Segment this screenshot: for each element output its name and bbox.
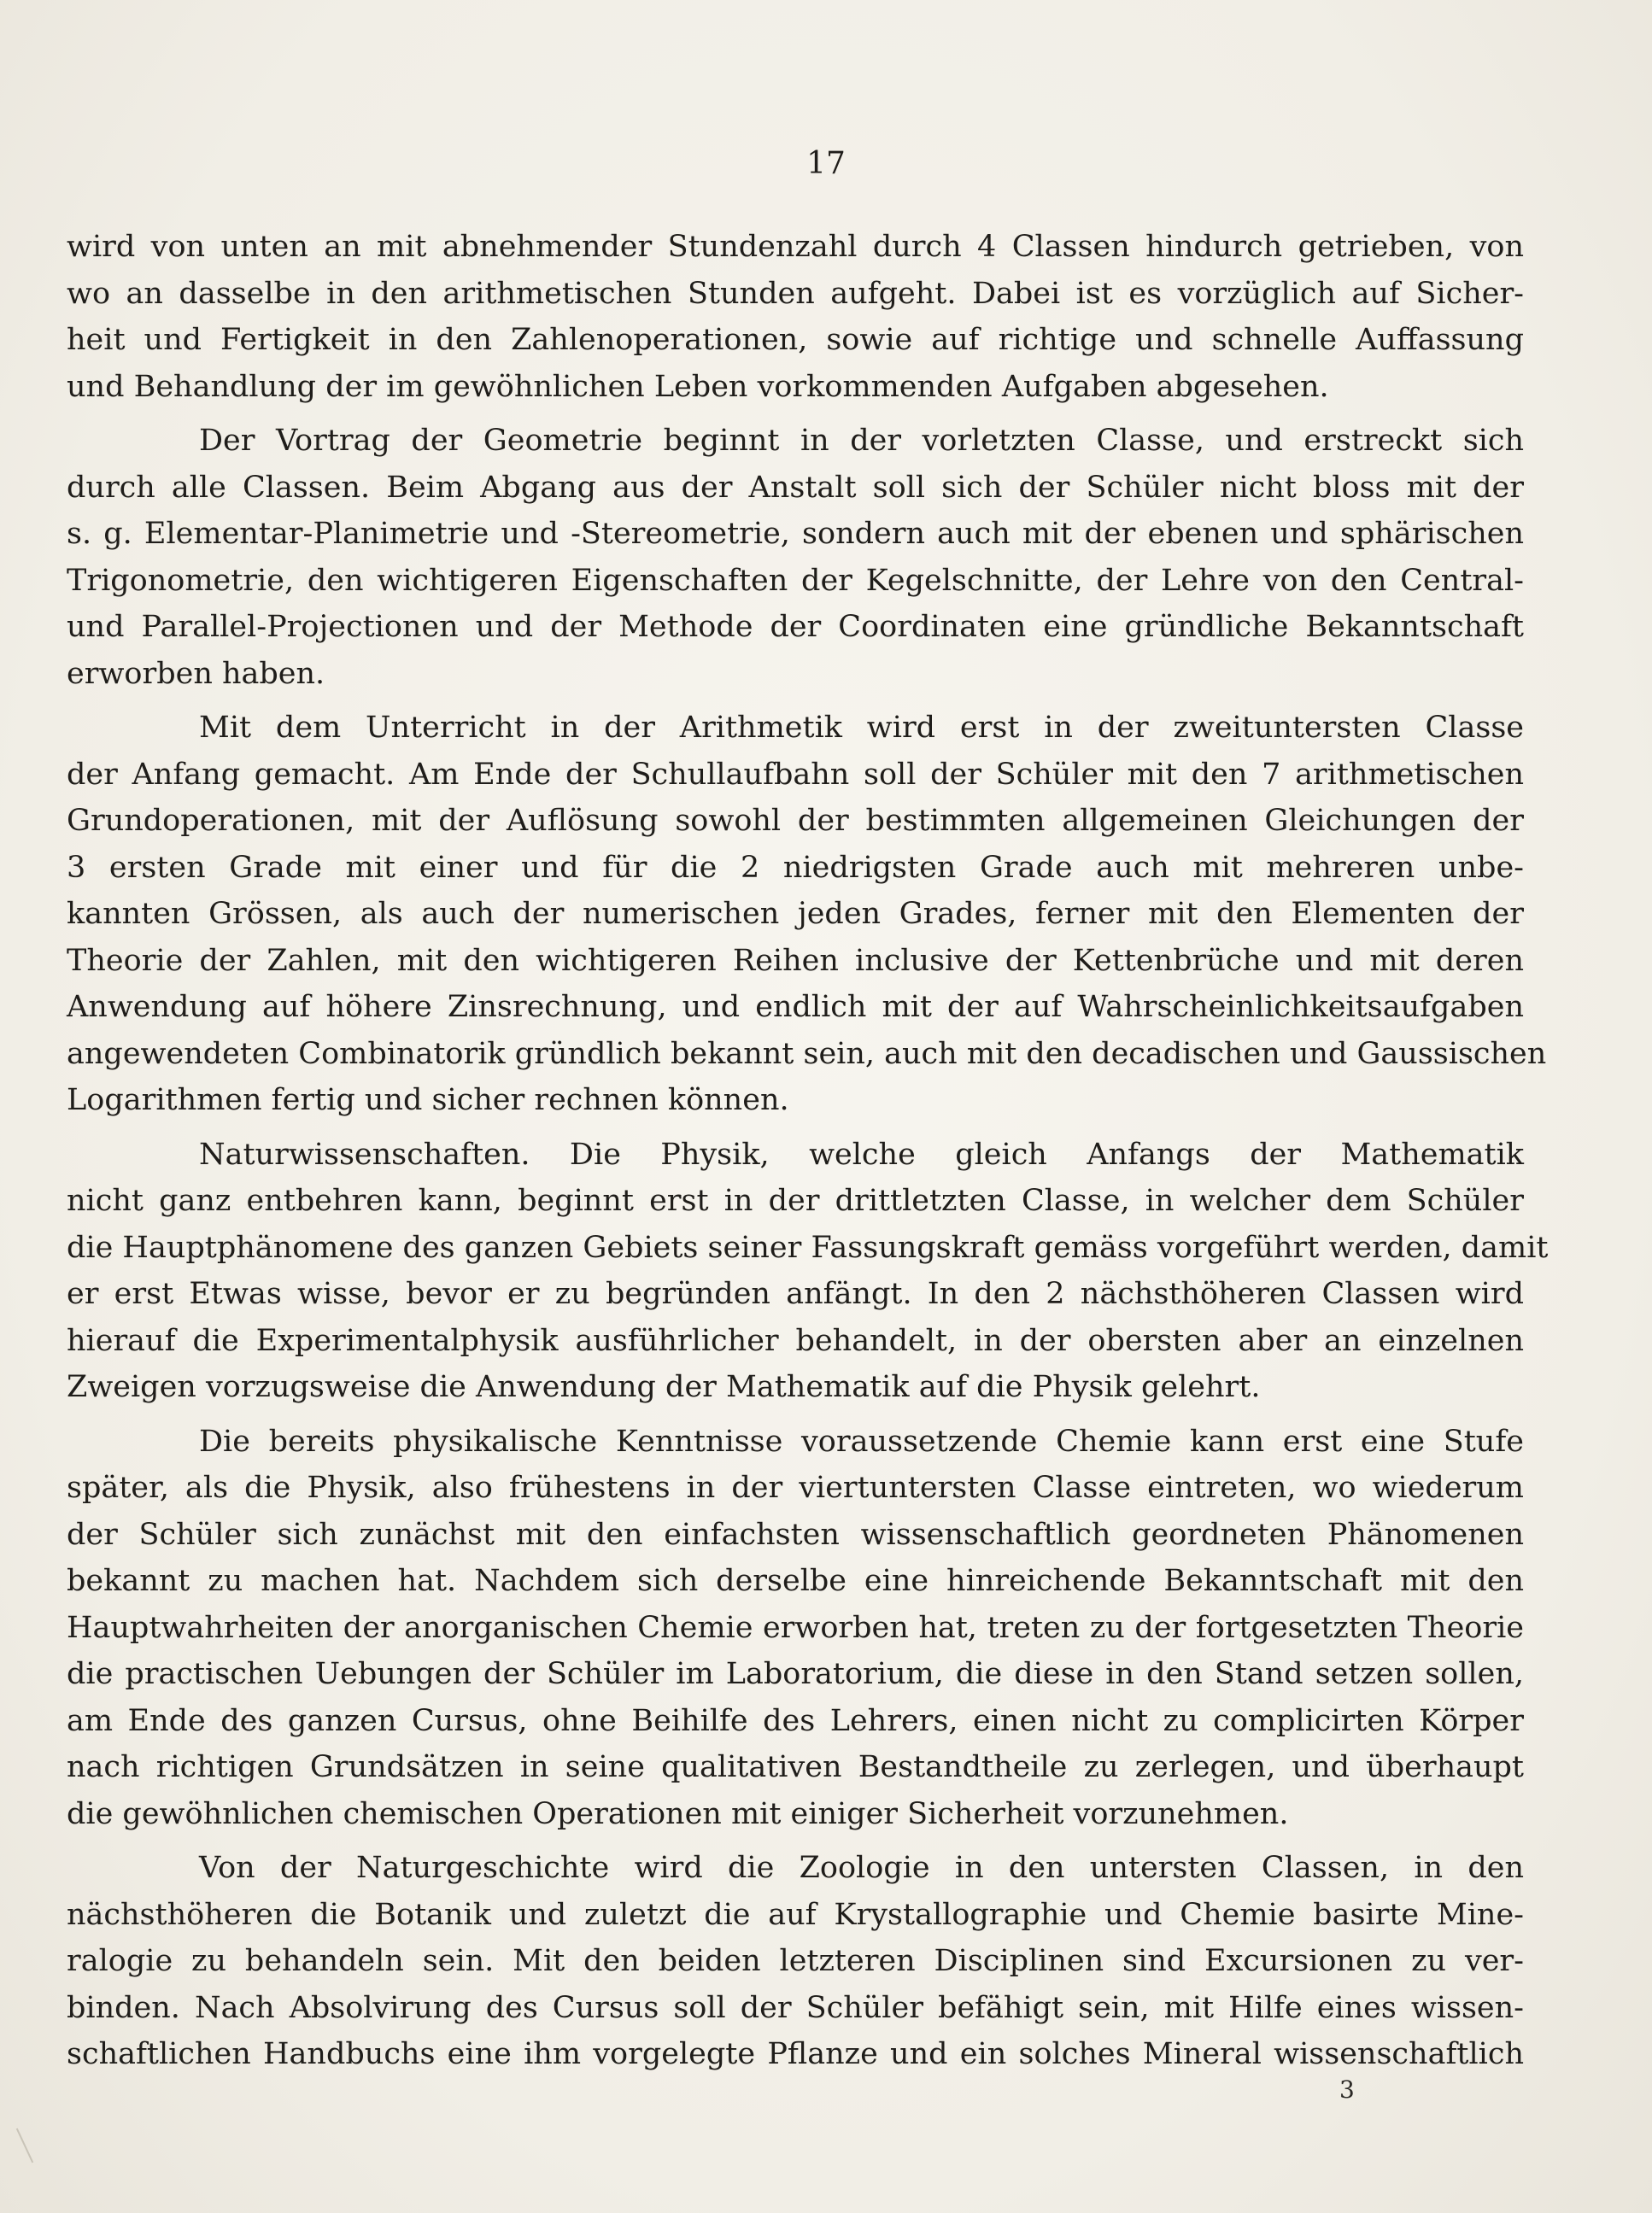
paragraph-naturwissenschaften: [67, 1132, 1549, 1411]
paragraph-geometrie: [67, 418, 1524, 697]
text-line: Anwendung auf höhere Zinsrechnung, und endlich mit der auf Wahrscheinlichkeitsaufgaben: [67, 990, 1524, 1024]
text-line: nächsthöheren die Botanik und zuletzt die auf Krystallographie und Chemie basirte Mine-: [67, 1897, 1524, 1932]
text-line: Der Vortrag der Geometrie beginnt in der vorletzten Classe, und erstreckt sich: [199, 424, 1524, 458]
text-line: nicht ganz entbehren kann, beginnt erst in der drittletzten Classe, in welcher dem Schüler: [67, 1184, 1524, 1218]
text-line: erworben haben.: [67, 656, 325, 691]
body-text: [67, 224, 1549, 2078]
text-line: am Ende des ganzen Cursus, ohne Beihilfe des Lehrers, einen nicht zu complicirten Körper: [67, 1703, 1524, 1738]
text-line: ralogie zu behandeln sein. Mit den beiden letzteren Disciplinen sind Excursionen zu ver-: [67, 1944, 1524, 1978]
text-line: wird von unten an mit abnehmender Stundenzahl durch 4 Classen hindurch getrieben, von: [67, 230, 1524, 264]
text-line: wo an dasselbe in den arithmetischen Stunden aufgeht. Dabei ist es vorzüglich auf Sicher-: [67, 276, 1524, 311]
text-line: durch alle Classen. Beim Abgang aus der Anstalt soll sich der Schüler nicht bloss mit der: [67, 470, 1524, 505]
text-line: Grundoperationen, mit der Auflösung sowohl der bestimmten allgemeinen Gleichungen der: [67, 804, 1524, 838]
text-line: binden. Nach Absolvirung des Cursus soll der Schüler befähigt sein, mit Hilfe eines wissen-: [67, 1990, 1524, 2025]
text-line: Zweigen vorzugsweise die Anwendung der Mathematik auf die Physik gelehrt.: [67, 1370, 1261, 1404]
text-line: schaftlichen Handbuchs eine ihm vorgelegte Pflanze und ein solches Mineral wissenschaftlich: [67, 2037, 1524, 2071]
text-line: 3 ersten Grade mit einer und für die 2 niedrigsten Grade auch mit mehreren unbe-: [67, 850, 1524, 885]
paragraph-chemie: [67, 1419, 1524, 1838]
text-line: Trigonometrie, den wichtigeren Eigenschaften der Kegelschnitte, der Lehre von den Central-: [67, 563, 1524, 598]
margin-mark: [16, 2128, 33, 2163]
text-line: die Hauptphänomene des ganzen Gebiets seiner Fassungskraft gemäss vorgeführt werden, damit: [67, 1230, 1549, 1265]
page-number: 17: [806, 146, 846, 181]
text-line: und Parallel-Projectionen und der Methode der Coordinaten eine gründliche Bekanntschaft: [67, 610, 1524, 644]
text-line: nach richtigen Grundsätzen in seine qualitativen Bestandtheile zu zerlegen, und überhaupt: [67, 1750, 1524, 1784]
paragraph-arithmetik: [67, 705, 1547, 1124]
paragraph-arithmetic-intro: [67, 224, 1524, 410]
text-line: er erst Etwas wisse, bevor er zu begründen anfängt. In den 2 nächsthöheren Classen wird: [67, 1277, 1524, 1311]
signature-mark: 3: [1339, 2075, 1355, 2104]
text-line: die gewöhnlichen chemischen Operationen mit einiger Sicherheit vorzunehmen.: [67, 1796, 1289, 1831]
text-line: und Behandlung der im gewöhnlichen Leben vorkommenden Aufgaben abgesehen.: [67, 369, 1329, 404]
text-line: später, als die Physik, also frühestens in der viertuntersten Classe eintreten, wo wiederum: [67, 1471, 1524, 1505]
text-line: Mit dem Unterricht in der Arithmetik wird erst in der zweituntersten Classe: [199, 711, 1524, 745]
paragraph-naturgeschichte: [67, 1845, 1524, 2078]
text-line: der Schüler sich zunächst mit den einfachsten wissenschaftlich geordneten Phänomenen: [67, 1517, 1524, 1552]
text-line: hierauf die Experimentalphysik ausführlicher behandelt, in der obersten aber an einzelnen: [67, 1323, 1524, 1358]
text-line: Naturwissenschaften. Die Physik, welche gleich Anfangs der Mathematik: [199, 1137, 1524, 1172]
text-line: heit und Fertigkeit in den Zahlenoperationen, sowie auf richtige und schnelle Auffassung: [67, 323, 1524, 357]
text-line: s. g. Elementar-Planimetrie und -Stereometrie, sondern auch mit der ebenen und sphärischen: [67, 517, 1524, 551]
text-line: die practischen Uebungen der Schüler im Laboratorium, die diese in den Stand setzen sollen,: [67, 1657, 1524, 1691]
text-line: Die bereits physikalische Kenntnisse voraussetzende Chemie kann erst eine Stufe: [199, 1424, 1524, 1459]
text-line: bekannt zu machen hat. Nachdem sich derselbe eine hinreichende Bekanntschaft mit den: [67, 1564, 1524, 1598]
text-line: Logarithmen fertig und sicher rechnen können.: [67, 1083, 789, 1117]
text-line: der Anfang gemacht. Am Ende der Schullaufbahn soll der Schüler mit den 7 arithmetischen: [67, 757, 1524, 792]
text-line: Theorie der Zahlen, mit den wichtigeren Reihen inclusive der Kettenbrüche und mit deren: [67, 943, 1524, 978]
text-line: angewendeten Combinatorik gründlich bekannt sein, auch mit den decadischen und Gaussischen: [67, 1036, 1547, 1071]
text-line: kannten Grössen, als auch der numerischen jeden Grades, ferner mit den Elementen der: [67, 897, 1524, 931]
text-line: Von der Naturgeschichte wird die Zoologie in den untersten Classen, in den: [199, 1851, 1524, 1885]
text-line: Hauptwahrheiten der anorganischen Chemie erworben hat, treten zu der fortgesetzten Theorie: [67, 1610, 1524, 1645]
